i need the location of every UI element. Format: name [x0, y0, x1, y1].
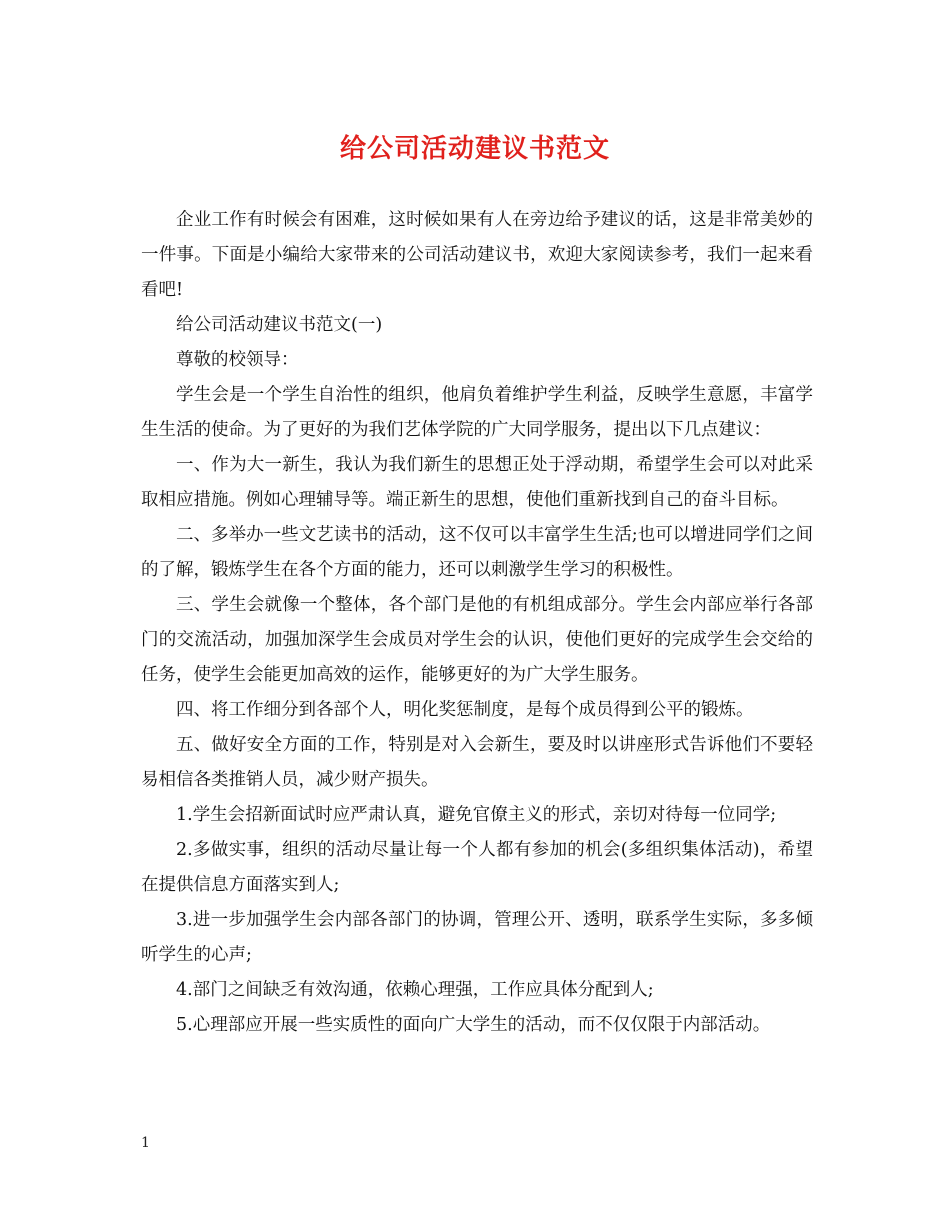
paragraph-point-3: 三、学生会就像一个整体，各个部门是他的有机组成部分。学生会内部应举行各部门的交流活动，加强加深学生会成员对学生会的认识，使他们更好的完成学生会交给的任务，使学生会能更加高效的运作，能够更好的为广大学生服务。 [141, 595, 813, 685]
paragraph-preamble: 学生会是一个学生自治性的组织，他肩负着维护学生利益，反映学生意愿，丰富学生生活的使命。为了更好的为我们艺体学院的广大同学服务，提出以下几点建议： [141, 385, 813, 440]
paragraph-intro: 企业工作有时候会有困难，这时候如果有人在旁边给予建议的话，这是非常美妙的一件事。下面是小编给大家带来的公司活动建议书，欢迎大家阅读参考，我们一起来看看吧! [141, 210, 813, 300]
list-item-2: 2.多做实事，组织的活动尽量让每一个人都有参加的机会(多组织集体活动)，希望在提供信息方面落实到人; [141, 840, 813, 895]
paragraph-point-2: 二、多举办一些文艺读书的活动，这不仅可以丰富学生生活;也可以增进同学们之间的了解，锻炼学生在各个方面的能力，还可以刺激学生学习的积极性。 [141, 525, 813, 580]
paragraph-subtitle: 给公司活动建议书范文(一) [176, 315, 383, 335]
document-body [141, 203, 813, 1043]
paragraph-point-1: 一、作为大一新生，我认为我们新生的思想正处于浮动期，希望学生会可以对此采取相应措施。例如心理辅导等。端正新生的思想，使他们重新找到自己的奋斗目标。 [141, 455, 813, 510]
list-item-5: 5.心理部应开展一些实质性的面向广大学生的活动，而不仅仅限于内部活动。 [176, 1015, 771, 1035]
document-title: 给公司活动建议书范文 [339, 134, 610, 164]
list-item-4: 4.部门之间缺乏有效沟通，依赖心理强，工作应具体分配到人; [176, 980, 654, 1000]
page-number: 1 [141, 1135, 150, 1151]
list-item-3: 3.进一步加强学生会内部各部门的协调，管理公开、透明，联系学生实际，多多倾听学生的心声; [141, 910, 813, 965]
list-item-1: 1.学生会招新面试时应严肃认真，避免官僚主义的形式，亲切对待每一位同学; [176, 805, 777, 825]
paragraph-point-5: 五、做好安全方面的工作，特别是对入会新生，要及时以讲座形式告诉他们不要轻易相信各类推销人员，减少财产损失。 [141, 735, 813, 790]
paragraph-point-4: 四、将工作细分到各部个人，明化奖惩制度，是每个成员得到公平的锻炼。 [176, 700, 754, 720]
paragraph-salutation: 尊敬的校领导： [176, 350, 299, 370]
